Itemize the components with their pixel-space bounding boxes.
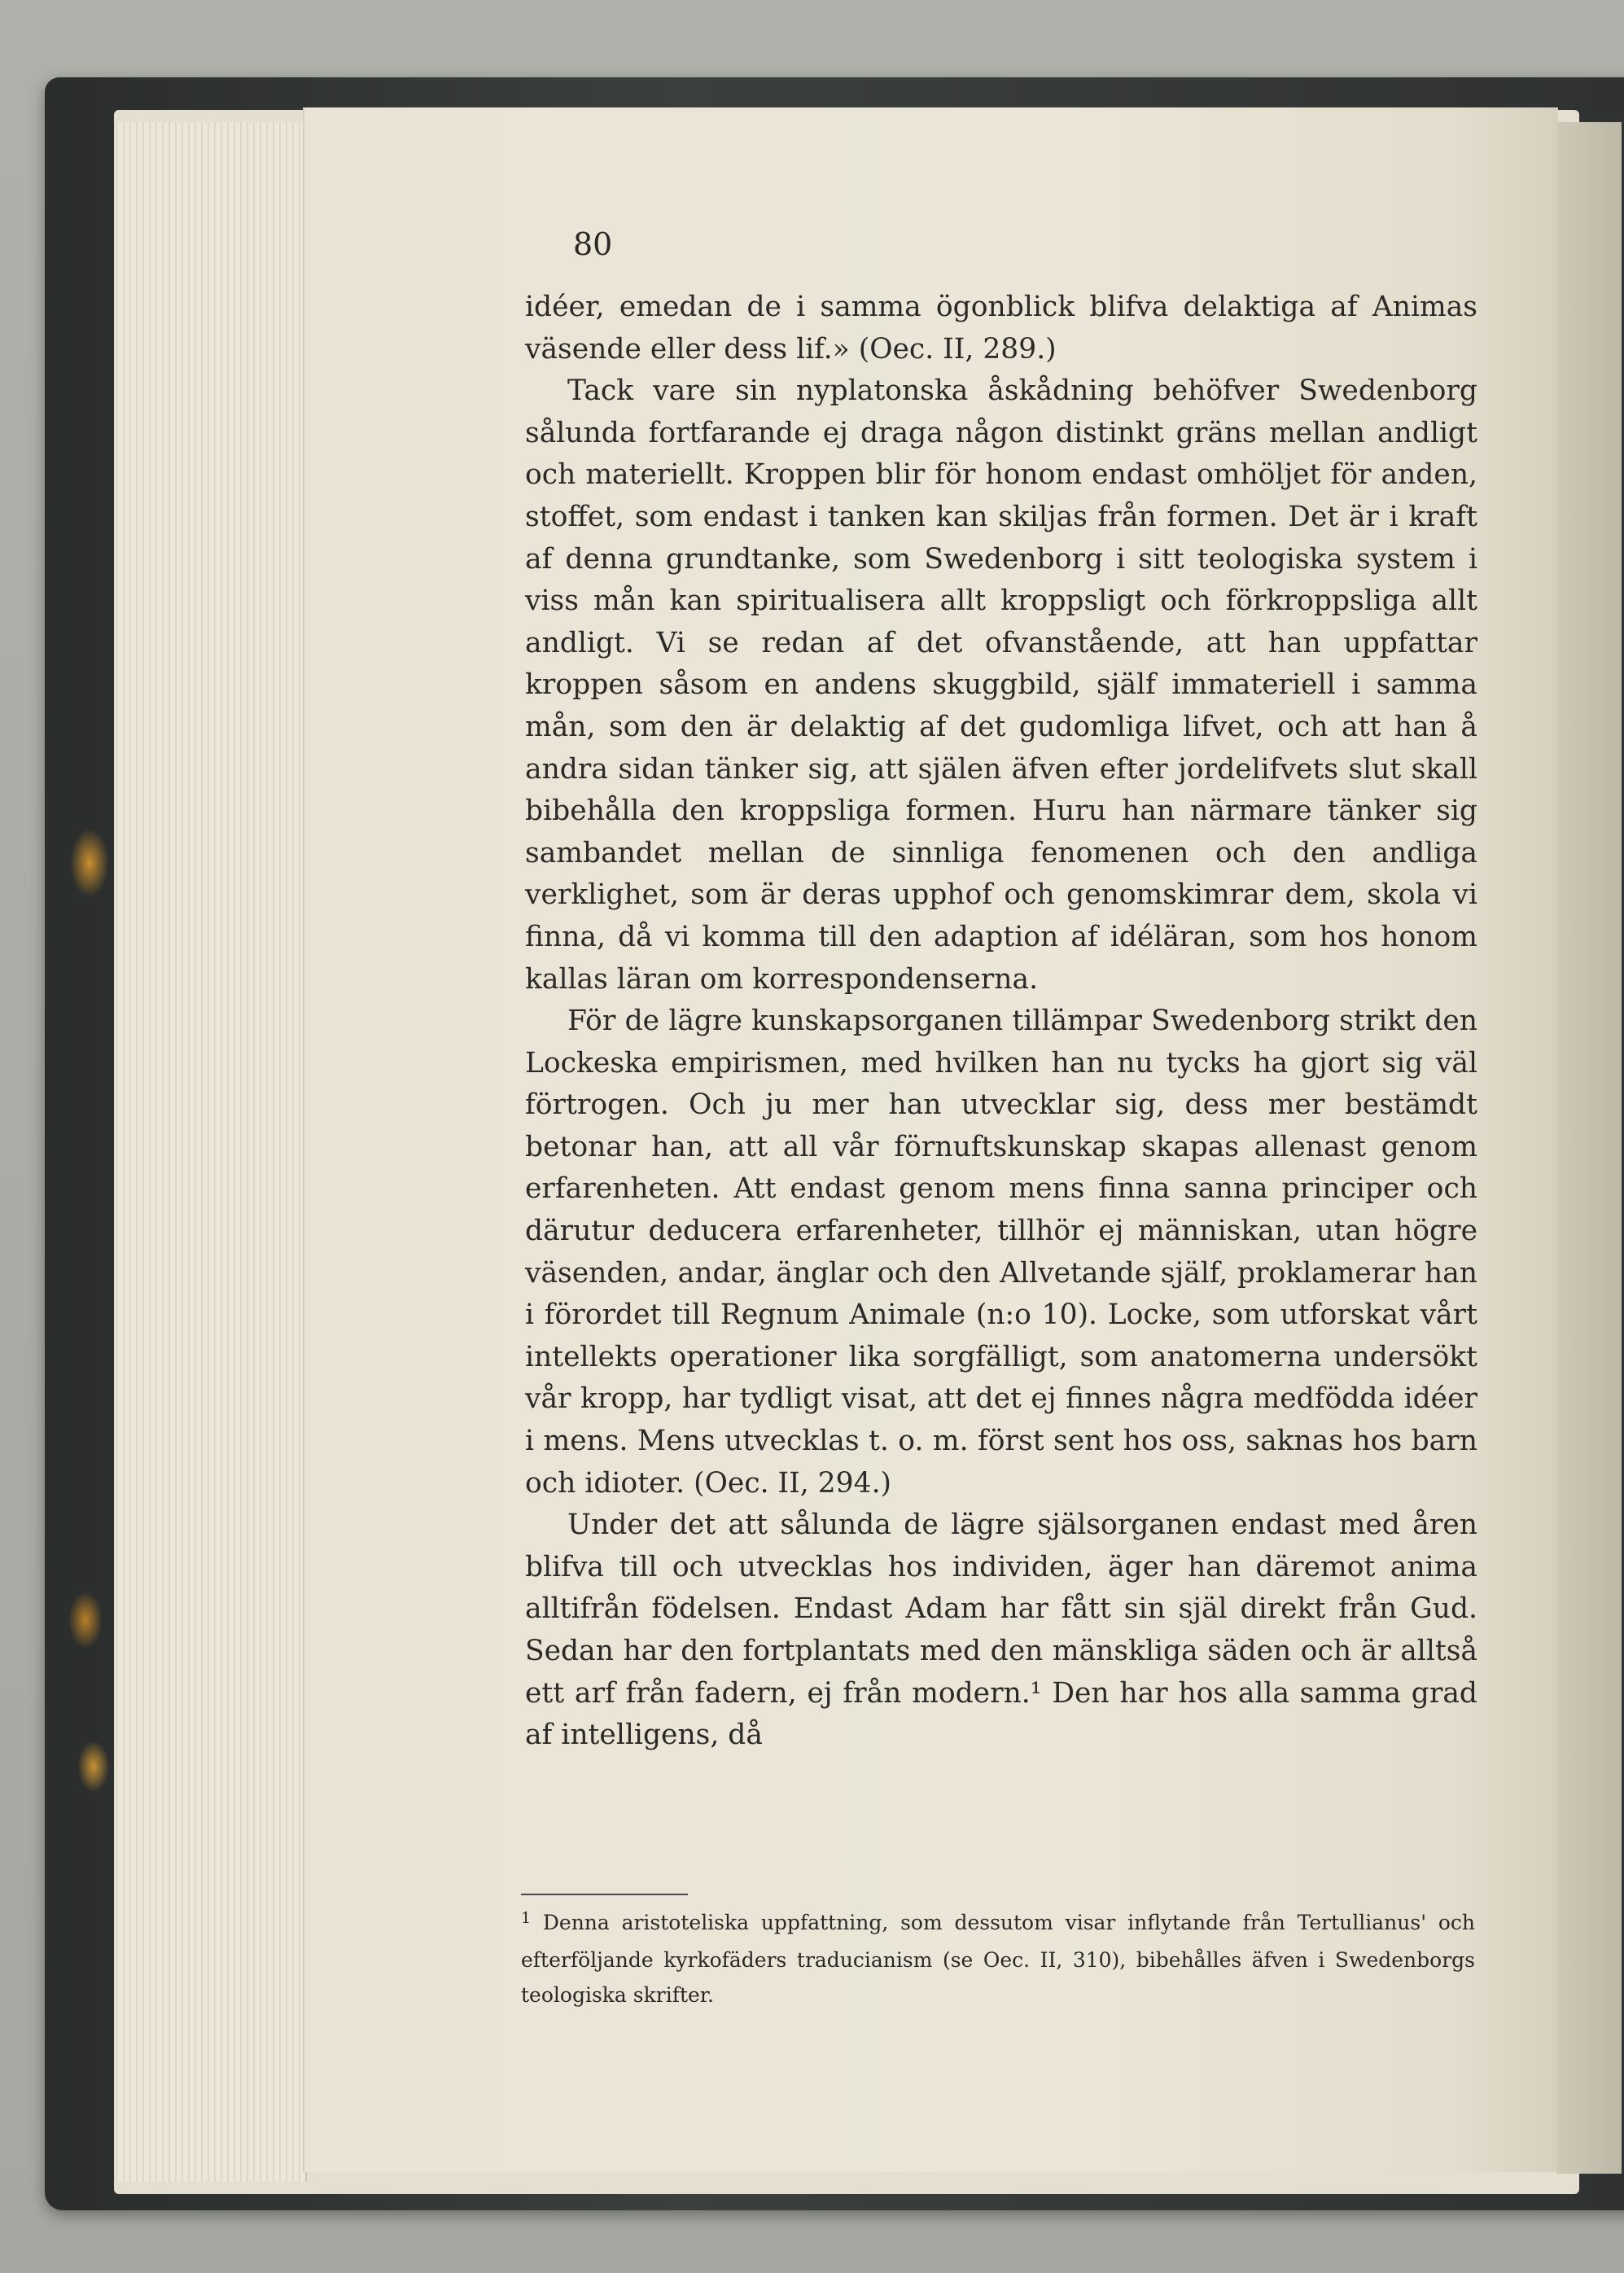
body-text	[525, 287, 1477, 1757]
footnote-divider	[521, 1894, 688, 1895]
paragraph: idéer, emedan de i samma ögonblick blifva delaktiga af Animas väsende eller dess lif.» (Oec. II, 289.)	[525, 291, 1477, 366]
page-number: 80	[573, 226, 613, 262]
page-edges	[118, 122, 307, 2182]
paragraph: För de lägre kunskapsorganen tillämpar Swedenborg strikt den Lockeska empirismen, med hvilken han nu tycks ha gjort sig väl förtrogen. Och ju mer han utvecklar sig, dess mer bestämdt betonar han, att all vår förnuftskunskap skapas allenast genom erfarenheten. Att endast genom mens finna sanna principer och därutur deducera erfarenheter, tillhör ej människan, utan högre väsenden, andar, änglar och den Allvetande själf, proklamerar han i förordet till Regnum Animale (n:o 10). Locke, som utforskat vårt intellekts operationer lika sorgfälligt, som anatomerna undersökt vår kropp, har tydligt visat, att det ej finnes några medfödda idéer i mens. Mens utvecklas t. o. m. först sent hos oss, saknas hos barn och idioter. (Oec. II, 294.)	[525, 1005, 1477, 1500]
binding-marbling	[57, 733, 118, 1872]
paragraph: Tack vare sin nyplatonska åskådning behöfver Swedenborg sålunda fortfarande ej draga någon distinkt gräns mellan andligt och materiellt. Kroppen blir för honom endast omhöljet för anden, stoffet, som endast i tanken kan skiljas från formen. Det är i kraft af denna grundtanke, som Swedenborg i sitt teologiska system i viss mån kan spiritualisera allt kroppsligt och förkroppsliga allt andligt. Vi se redan af det ofvanstående, att han uppfattar kroppen såsom en andens skuggbild, själf immateriell i samma mån, som den är delaktig af det gudomliga lifvet, och att han å andra sidan tänker sig, att själen äfven efter jordelifvets slut skall bibehålla den kroppsliga formen. Huru han närmare tänker sig sambandet mellan de sinnliga fenomenen och den andliga verklighet, som är deras upphof och genomskimrar dem, skola vi finna, då vi komma till den adaption af idéläran, som hos honom kallas läran om korrespondenserna.	[525, 374, 1477, 996]
page-gutter	[1556, 122, 1622, 2174]
paragraph: Under det att sålunda de lägre själsorganen endast med åren blifva till och utvecklas hos individen, äger han däremot anima alltifrån födelsen. Endast Adam har fått sin själ direkt från Gud. Sedan har den fortplantats med den mänskliga säden och är alltså ett arf från fadern, ej från modern.¹ Den har hos alla samma grad af intelligens, då	[525, 1509, 1477, 1752]
footnote-text: Denna aristoteliska uppfattning, som dessutom visar inflytande från Tertullianus' och efterföljande kyrkofäders traducianism (se Oec. II, 310), bibehålles äfven i Swedenborgs teologiska skrifter.	[521, 1911, 1475, 2007]
footnote	[521, 1905, 1475, 2012]
footnote-marker: 1	[521, 1909, 532, 1927]
